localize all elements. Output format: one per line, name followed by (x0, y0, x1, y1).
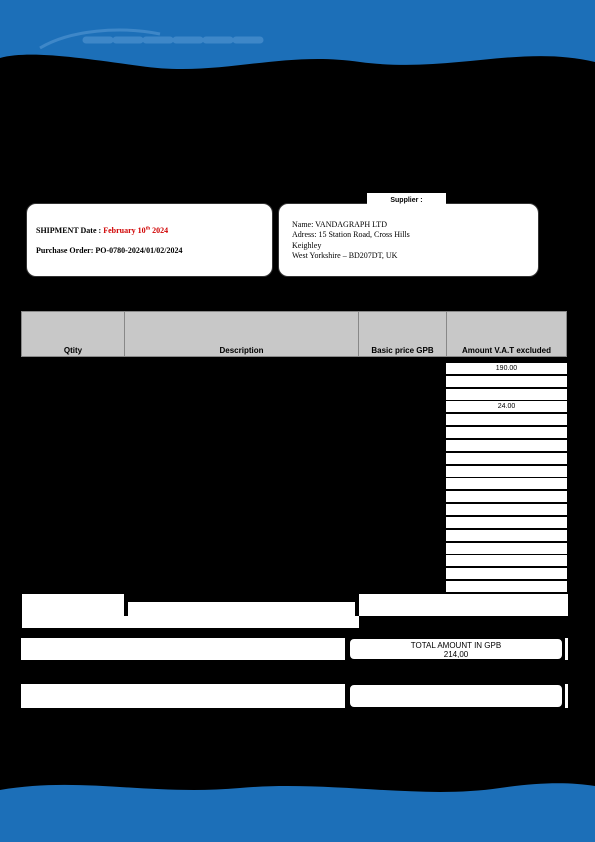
supplier-address-line-3: West Yorkshire – BD207DT, UK (292, 251, 398, 260)
subtotal-amount-box (359, 594, 568, 616)
footer-wave-banner (0, 776, 595, 842)
amount-cell: 190.00 (446, 363, 567, 375)
notes-band-2 (21, 684, 345, 708)
amount-cell (446, 466, 567, 478)
supplier-tab-label: Supplier : (367, 193, 446, 207)
amount-cell (446, 568, 567, 580)
supplier-name: Name: VANDAGRAPH LTD (292, 220, 387, 229)
amount-cell (446, 440, 567, 452)
amount-cell (446, 504, 567, 516)
shipment-info-card (26, 203, 273, 277)
header-qtity: Qtity (21, 311, 125, 357)
purchase-order-line (36, 246, 183, 255)
subtotal-qtity-box (22, 594, 124, 616)
notes-band-2-edge (565, 684, 568, 708)
header-description: Description (124, 311, 359, 357)
amount-cell (446, 427, 567, 439)
shipment-date-label: SHIPMENT Date : (36, 226, 102, 235)
header-wave-banner (0, 0, 595, 80)
amount-cell (446, 581, 567, 593)
amount-cell (446, 543, 567, 555)
supplier-address-line-2: Keighley (292, 241, 322, 250)
amount-cell (446, 530, 567, 542)
purchase-order-value: PO-0780-2024/01/02/2024 (95, 246, 183, 255)
total-amount-label: TOTAL AMOUNT IN GPB (410, 641, 502, 650)
supplier-address-line-1: Adress: 15 Station Road, Cross Hills (292, 230, 410, 239)
supplier-info-card (278, 203, 539, 277)
amount-cell (446, 517, 567, 529)
notes-band-1-edge (565, 638, 568, 660)
amount-cell (446, 414, 567, 426)
header-basic-price: Basic price GPB (358, 311, 447, 357)
amount-cell (446, 453, 567, 465)
amount-cell: 24.00 (446, 401, 567, 413)
amount-cell (446, 478, 567, 490)
shipment-date-value: February 10th 2024 (103, 226, 169, 235)
amount-cell (446, 376, 567, 388)
total-amount-value: 214,00 (443, 650, 469, 659)
subtotal-band (22, 616, 359, 628)
amount-cell (446, 491, 567, 503)
purchase-order-label: Purchase Order: (36, 246, 94, 255)
notes-band-1 (21, 638, 345, 660)
shipment-date-line (36, 226, 168, 235)
subtotal-description-box (128, 602, 355, 616)
total-amount-box (348, 637, 564, 661)
amount-cell (446, 555, 567, 567)
signature-box (348, 683, 564, 709)
amount-cell (446, 389, 567, 401)
header-amount: Amount V.A.T excluded (446, 311, 567, 357)
